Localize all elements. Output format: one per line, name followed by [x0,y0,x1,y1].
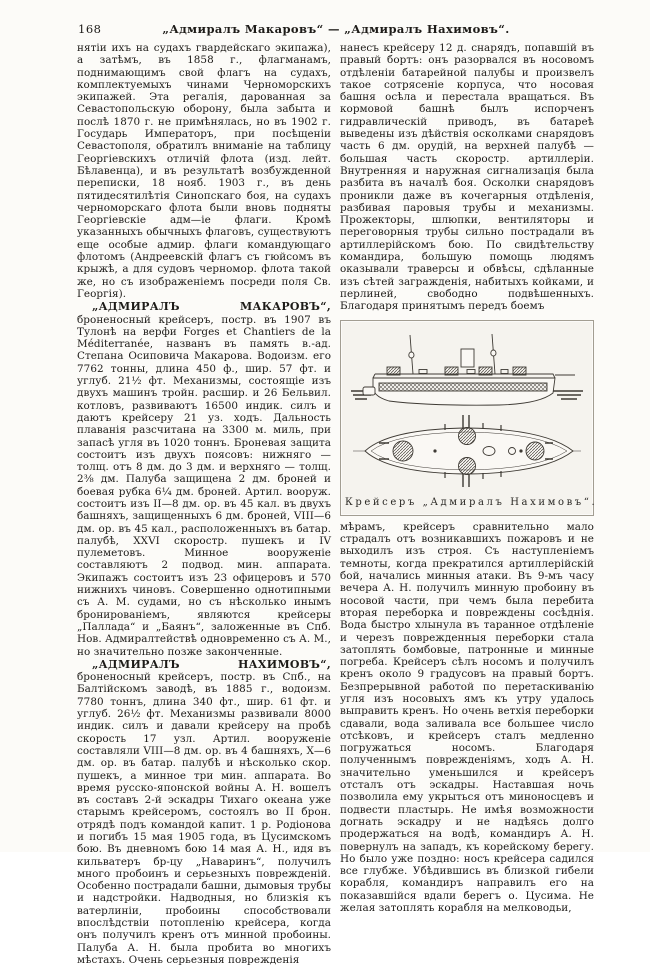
page-header [78,22,594,38]
paragraph-sinking-account: мѣрамъ, крейсеръ сравнительно мало страдалъ отъ возникавшихъ пожаровъ и не выходилъ изъ строя. Съ наступленіемъ темноты, когда прекратился артиллерійскій бой, начались минныя атаки. Въ 9-мъ часу вечера А. Н. получилъ минную пробоину въ носовой части, при чемъ была перебита вторая переборка и повреждены сосѣднія. Вода быстро хлынула въ таранное отдѣленіе и черезъ поврежденныя переборки стала затоплять бомбовые, патронные и минные погреба. Крейсеръ сѣлъ носомъ и получилъ кренъ около 9 градусовъ на правый бортъ. Безпрерывной работой по перетаскиванію угля изъ носовыхъ ямъ къ утру удалось выправить кренъ. Но очень ветхія переборки сдавали, вода заливала все большее число отсѣковъ, и крейсеръ сталъ медленно погружаться носомъ. Благодаря полученнымъ поврежденіямъ, ходъ А. Н. значительно уменьшился и крейсеръ отсталъ отъ эскадры. Наставшая ночь позволила ему укрыться отъ миноносцевъ и подвести пластырь. Не имѣя возможности догнать эскадру и не надѣясь долго продержаться на водѣ, командиръ А. Н. повернулъ на западъ, къ корейскому берегу. Но было уже поздно: носъ крейсера садился все глубже. Убѣдившись въ близкой гибели корабля, командиръ направилъ его на показавшійся вдали берегъ о. Цусима. Не желая затоплять корабля на мелководьи, [340,520,594,915]
running-title: „Адмиралъ Макаровъ“ — „Адмиралъ Нахимовъ“. [162,22,510,36]
text-column-right [340,42,598,915]
cruiser-figure [340,320,598,516]
section-heading-nakhimov: „АДМИРАЛЪ НАХИМОВЪ“, [92,657,331,671]
ship-plan-view [353,415,581,487]
section-heading-makarov: „АДМИРАЛЪ МАКАРОВЪ“, [92,300,331,314]
figure-caption: Крейсеръ „Адмиралъ Нахимовъ“. [345,496,598,508]
article-makarov-body: броненосный крейсеръ, постр. въ 1907 въ Тулонѣ на верфи Forges et Chantiers de la Méditerranée, названъ въ память в.-ад. Степана Осиповича Макарова. Водоизм. его 7762 тонны, длина 450 ф., шир. 57 фт. и углуб. 21½ фт. Механизмы, состоящіе изъ двухъ машинъ тройн. расшир. и 26 Бельвил. котловъ, развиваютъ 16500 индик. силъ и даютъ крейсеру 21 уз. ходъ. Дальность плаванія разсчитана на 3300 м. миль, при запасѣ угля въ 1020 тоннъ. Броневая защита состоитъ изъ двухъ поясовъ: нижняго — толщ. отъ 8 дм. до 3 дм. и верхняго — толщ. 2⅜ дм. Палуба защищена 2 дм. броней и боевая рубка 6¼ дм. броней. Артил. вооруж. состоитъ изъ II—8 дм. ор. въ 45 кал. въ двухъ башняхъ, защищенныхъ 6 дм. броней, VIII—6 дм. ор. въ 45 кал., расположенныхъ въ батар. палубѣ, XXVI скоростр. пушекъ и IV пулеметовъ. Минное вооруженіе составляютъ 2 подвод. мин. аппарата. Экипажъ состоитъ изъ 23 офицеровъ и 570 нижнихъ чиновъ. Совершенно однотипными съ А. М. судами, но съ нѣсколько инымъ бронированіемъ, являются крейсеры „Паллада“ и „Баянъ“, заложенные въ Спб. Нов. Адмиралтействѣ одновременно съ А. М., но значительно позже законченные. [77,313,331,658]
paragraph-flag-history-continuation: нятіи ихъ на судахъ гвардейскаго экипажа), а затѣмъ, въ 1858 г., флагманамъ, поднимающимъ свой флагъ на судахъ, комплектуемыхъ чинами Черноморскихъ экипажей. Эта регалія, дарованная за Севастопольскую оборону, была забыта и послѣ 1870 г. не примѣнялась, но въ 1902 г. Государь Императоръ, при посѣщеніи Севастополя, обратилъ вниманіе на таблицу Георгіевскихъ отличій флота (изд. лейт. Бѣлавенца), и въ результатѣ возбужденной переписки, 18 нояб. 1903 г., въ день пятидесятилѣтія Синопскаго боя, на судахъ черноморскаго флота были вновь подняты Георгіевскіе адм—іе флаги. Кромѣ указанныхъ обычныхъ флаговъ, существуютъ еще особые адмир. флаги командующаго флотомъ (Андреевскій флагъ съ гюйсомъ въ крыжѣ, а для судовъ черномор. флота такой же, но съ изображеніемъ посреди поля Св. Георгія). [77,42,331,300]
article-admiral-nakhimov [77,659,331,966]
ship-side-view [351,334,583,405]
article-admiral-makarov [77,301,331,658]
text-column-left [77,42,331,966]
cruiser-illustration [349,331,585,491]
paragraph-battle-damage: нанесъ крейсеру 12 д. снарядъ, попавшій въ правый бортъ: онъ разорвался въ носовомъ отдѣленіи батарейной палубы и произвелъ такое сотрясеніе корпуса, что носовая башня осѣла и перестала вращаться. Въ кормовой башнѣ былъ испорченъ гидравлическій приводъ, въ батареѣ выведены изъ дѣйствія осколками снарядовъ часть 6 дм. орудій, на верхней палубѣ — большая часть скоростр. артиллеріи. Внутренняя и наружная сигнализація была разбита въ началѣ боя. Осколки снарядовъ проникли даже въ кочегарныя отдѣленія, разбивая паровыя трубы и механизмы. Прожекторы, шлюпки, вентиляторы и переговорныя трубы сильно пострадали въ артиллерійскомъ бою. По свидѣтельству командира, большую помощь людямъ оказывали траверсы и обвѣсы, сдѣланные изъ сѣтей загражденія, набитыхъ койками, и перлиней, свободно подвѣшенныхъ. Благодаря принятымъ передъ боемъ [340,42,594,313]
page-number: 168 [78,22,102,36]
article-nakhimov-body: броненосный крейсеръ, постр. въ Спб., на Балтійскомъ заводѣ, въ 1885 г., водоизм. 7780 тоннъ, длина 340 фт., шир. 61 фт. и углуб. 26½ фт. Механизмы развивали 8000 индик. силъ и давали крейсеру на пробѣ скорость 17 узл. Артил. вооруженіе составляли VIII—8 дм. ор. въ 4 башняхъ, X—6 дм. ор. въ батар. палубѣ и нѣсколько скор. пушекъ, а минное три мин. аппарата. Во время русско-японской войны А. Н. вошелъ въ составъ 2-й эскадры Тихаго океана уже старымъ крейсеромъ, состоялъ во II брон. отрядѣ подъ командой капит. 1 р. Родіонова и погибъ 15 мая 1905 года, въ Цусимскомъ бою. Въ дневномъ бою 14 мая А. Н., идя въ кильватеръ бр-цу „Наваринъ“, получилъ много пробоинъ и серьезныхъ поврежденій. Особенно пострадали башни, дымовыя трубы и надстройки. Надводныя, но близкія къ ватерлиніи, пробоины способствовали впослѣдствіи потопленію крейсера, когда онъ получилъ кренъ отъ минной пробоины. Палуба А. Н. была пробита во многихъ мѣстахъ. Очень серьезныя поврежденія [77,671,332,966]
